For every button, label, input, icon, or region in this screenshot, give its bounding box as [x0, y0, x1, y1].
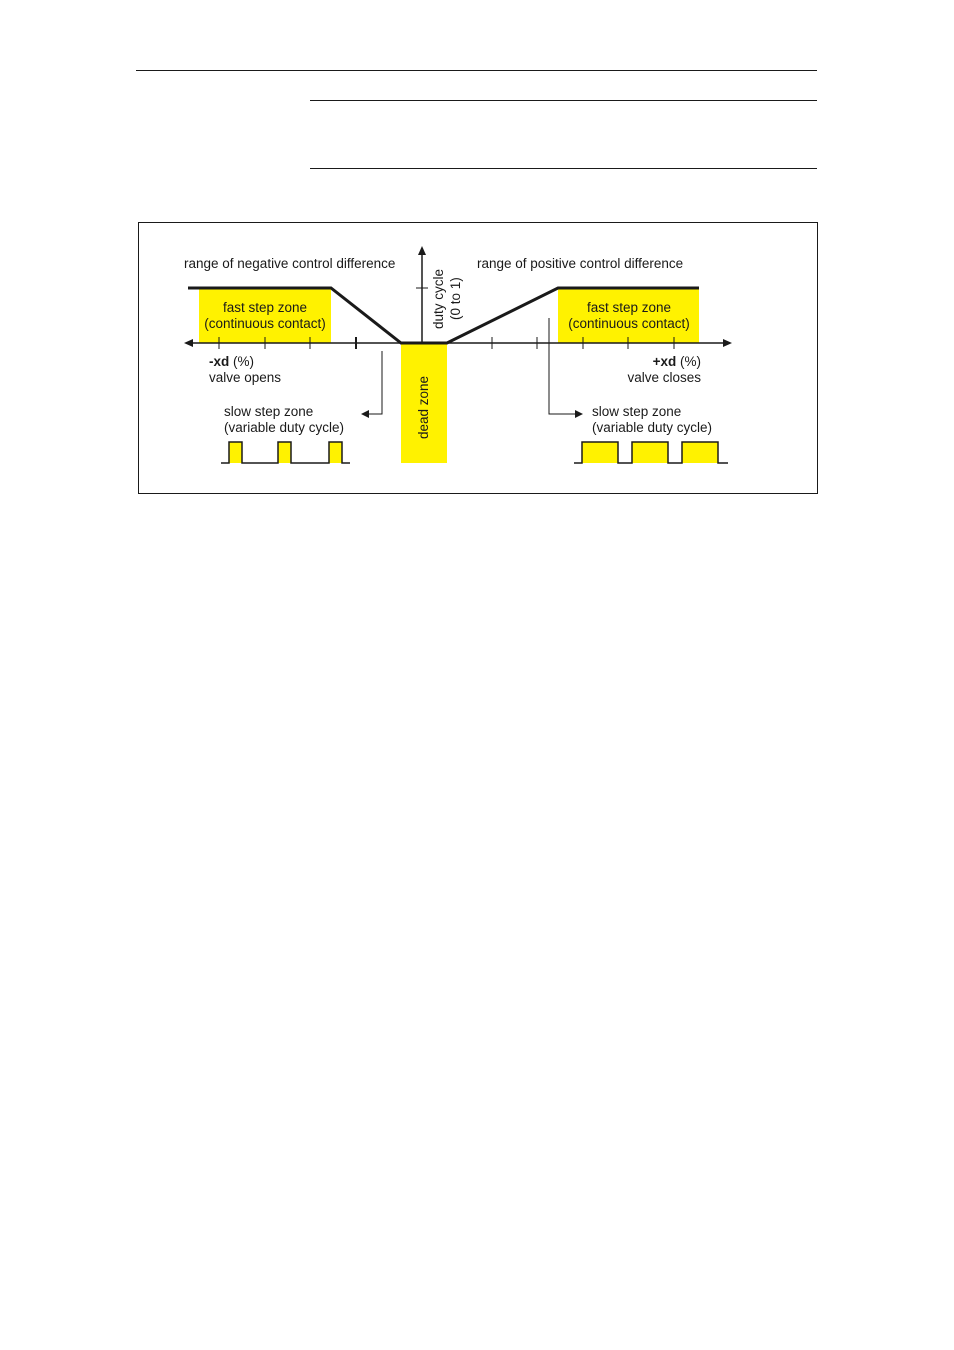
fast-zone-left-subtitle: (continuous contact): [204, 316, 326, 331]
slow-zone-left-title: slow step zone: [224, 404, 314, 419]
positive-axis-label: [653, 354, 701, 369]
pulse-left-2: [278, 442, 291, 463]
negative-range-label: range of negative control difference: [184, 256, 396, 271]
x-axis-arrow-right: [723, 339, 732, 347]
negative-axis-unit: (%): [229, 354, 254, 369]
fast-zone-right-subtitle: (continuous contact): [568, 316, 690, 331]
slow-zone-right-subtitle: (variable duty cycle): [592, 420, 713, 435]
pulse-right-1: [582, 442, 618, 463]
fast-zone-left-title: fast step zone: [222, 300, 308, 315]
slow-zone-right-title: slow step zone: [592, 404, 682, 419]
pulse-right-3: [682, 442, 718, 463]
positive-axis-symbol: +xd: [652, 354, 677, 369]
positive-range-label: range of positive control difference: [477, 256, 684, 271]
fast-zone-right-title: fast step zone: [586, 300, 672, 315]
y-axis-label-1: duty cycle: [431, 268, 446, 329]
negative-axis-symbol: -xd: [209, 354, 230, 369]
positive-axis-sublabel: valve closes: [627, 370, 701, 385]
dead-zone-label: dead zone: [416, 375, 431, 439]
pulse-right-2: [632, 442, 668, 463]
pulse-left-3: [329, 442, 342, 463]
negative-axis-sublabel: valve opens: [209, 370, 282, 385]
pulse-left-1: [229, 442, 242, 463]
y-axis-label-2: (0 to 1): [448, 277, 463, 320]
negative-axis-label: [209, 354, 254, 369]
slow-zone-left-subtitle: (variable duty cycle): [224, 420, 345, 435]
y-axis-arrow: [418, 246, 426, 255]
pointer-left: [362, 351, 382, 414]
x-axis-arrow-left: [184, 339, 193, 347]
positive-axis-unit: (%): [676, 354, 701, 369]
